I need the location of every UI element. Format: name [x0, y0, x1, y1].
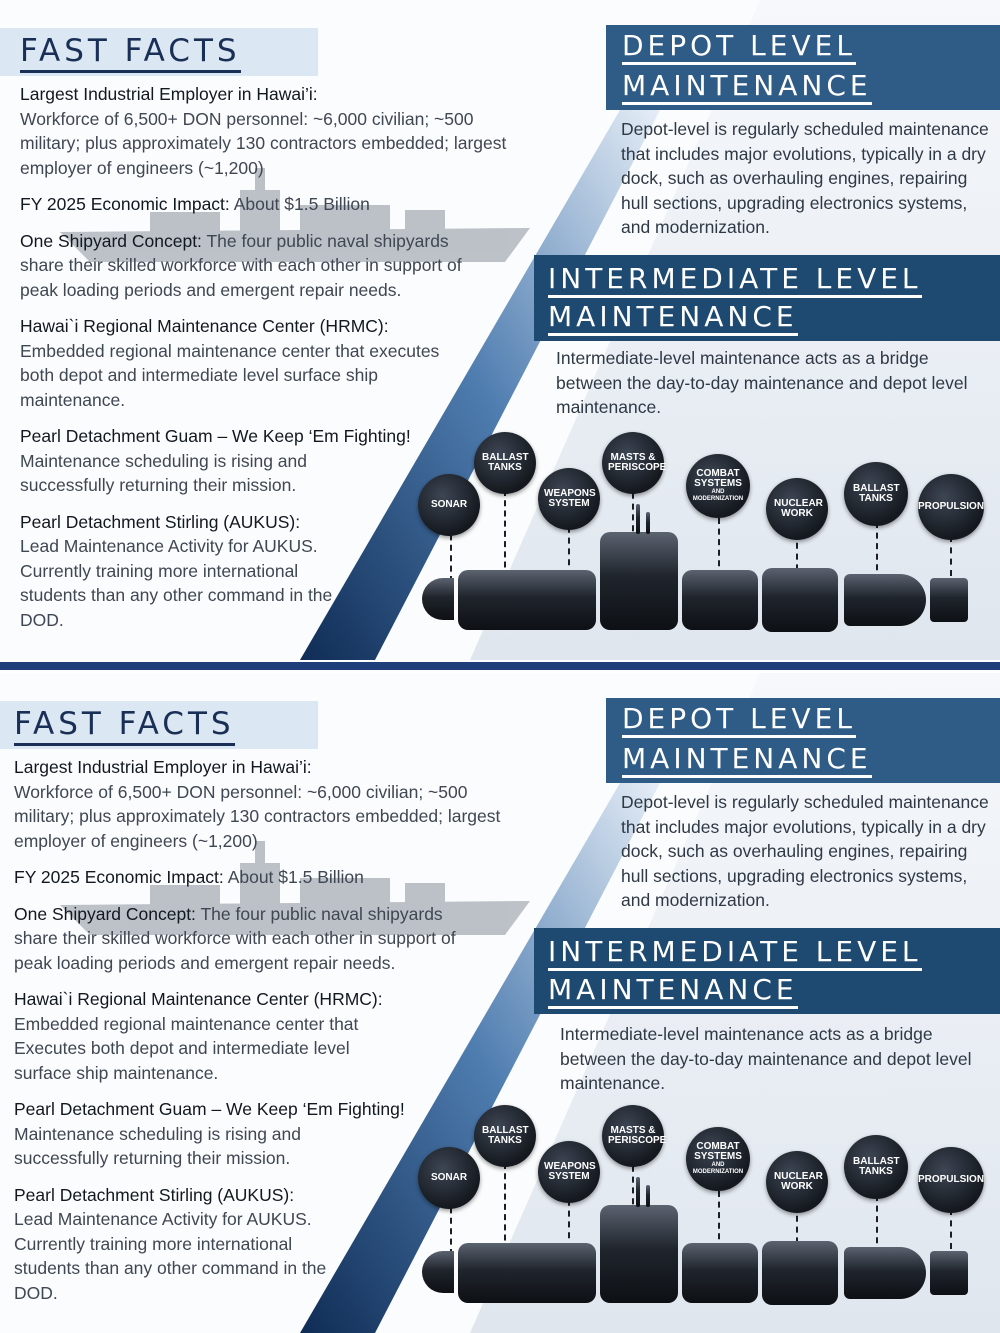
fact-body: Workforce of 6,500+ DON personnel: ~6,000 civilian; ~500 military; plus approximately 130 contractors embedded; largest employer of engineers (~1,200): [20, 108, 507, 178]
propulsor-section: [930, 1251, 968, 1295]
fast-facts-title: FAST FACTS: [20, 34, 241, 73]
ballast-tanks-label-bubble: BALLAST TANKS: [474, 1105, 536, 1167]
nuclear-reactor-section: [762, 568, 838, 632]
fact-body: Embedded regional maintenance center that Executes both depot and intermediate level surface ship maintenance.: [14, 1013, 359, 1083]
aft-ballast-section: [844, 574, 926, 626]
combat-systems-label-bubble: COMBAT SYSTEMS AND MODERNIZATION: [686, 1127, 750, 1191]
propulsor-section: [930, 578, 968, 622]
combat-systems-section: [682, 570, 758, 630]
fact-heading: One Shipyard Concept:: [20, 230, 202, 251]
fact-body: Workforce of 6,500+ DON personnel: ~6,000 civilian; ~500 military; plus approximately 130 contractors embedded; largest employer of engineers (~1,200): [14, 781, 501, 851]
fact-heading: Pearl Detachment Guam – We Keep ‘Em Fighting!: [14, 1099, 405, 1119]
sonar-dome-section: [422, 1251, 454, 1293]
ballast-tanks-section: [458, 1243, 596, 1303]
fact-one-shipyard: [20, 229, 480, 303]
fact-heading: Largest Industrial Employer in Hawai’i:: [20, 84, 318, 104]
leader-line: [950, 1209, 952, 1249]
fact-heading: FY 2025 Economic Impact:: [20, 194, 230, 214]
depot-title-line1: DEPOT LEVEL: [622, 701, 856, 737]
periscope-mast: [636, 1177, 640, 1207]
periscope-mast: [646, 512, 650, 534]
nuclear-reactor-section: [762, 1241, 838, 1305]
fact-one-shipyard: [14, 902, 474, 976]
sail-section: [600, 1205, 678, 1303]
sail-section: [600, 532, 678, 630]
intermediate-title-line2: MAINTENANCE: [548, 972, 798, 1008]
depot-title-line2: MAINTENANCE: [622, 68, 872, 104]
sonar-dome-section: [422, 578, 454, 620]
fact-heading: One Shipyard Concept:: [14, 903, 196, 924]
combat-systems-section: [682, 1243, 758, 1303]
depot-description: Depot-level is regularly scheduled maintenance that includes major evolutions, typically in a dry dock, such as overhauling engines, repairing hull sections, upgrading electronics systems, and modernization.: [621, 792, 989, 910]
fact-economic-impact: [20, 192, 560, 217]
submarine-diagram: [418, 432, 988, 654]
depot-description: Depot-level is regularly scheduled maintenance that includes major evolutions, typically in a dry dock, such as overhauling engines, repairing hull sections, upgrading electronics systems, and modernization.: [621, 119, 989, 237]
ballast-tanks-aft-label-bubble: BALLAST TANKS: [844, 462, 908, 526]
ballast-tanks-section: [458, 570, 596, 630]
fact-body: About $1.5 Billion: [233, 194, 370, 214]
flyer-panel-bottom: [0, 673, 1000, 1333]
ballast-tanks-label-bubble: BALLAST TANKS: [474, 432, 536, 494]
fact-heading: FY 2025 Economic Impact:: [14, 867, 224, 887]
masts-periscope-label-bubble: MASTS & PERISCOPE: [602, 1105, 664, 1167]
submarine-diagram: [418, 1105, 988, 1327]
fact-body: Lead Maintenance Activity for AUKUS. Currently training more international students than any other command in the DOD.: [14, 1209, 327, 1303]
fact-body: Maintenance scheduling is rising and successfully returning their mission.: [14, 1123, 301, 1168]
aft-ballast-section: [844, 1247, 926, 1299]
fact-employer: [14, 755, 554, 853]
fact-heading: Hawai`i Regional Maintenance Center (HRMC):: [14, 989, 383, 1009]
propulsion-label-bubble: PROPULSION: [918, 1147, 984, 1213]
fact-body: The four public naval shipyards share their skilled workforce with each other in support of peak loading periods and emergent repair needs.: [14, 903, 456, 973]
fact-heading: Largest Industrial Employer in Hawai’i:: [14, 757, 312, 777]
weapons-system-label-bubble: WEAPONS SYSTEM: [538, 1141, 600, 1203]
sonar-label-bubble: SONAR: [418, 474, 480, 536]
fact-body: Lead Maintenance Activity for AUKUS. Currently training more international students than any other command in the DOD.: [20, 536, 333, 630]
depot-title-line1: DEPOT LEVEL: [622, 28, 856, 64]
propulsion-label-bubble: PROPULSION: [918, 474, 984, 540]
fact-heading: Hawai`i Regional Maintenance Center (HRMC):: [20, 316, 389, 336]
intermediate-title-line2: MAINTENANCE: [548, 299, 798, 335]
nuclear-work-label-bubble: NUCLEAR WORK: [766, 478, 828, 540]
intermediate-title-line1: INTERMEDIATE LEVEL: [548, 934, 922, 970]
intermediate-description: Intermediate-level maintenance acts as a bridge between the day-to-day maintenance and depot level maintenance.: [560, 1024, 972, 1093]
depot-title-line2: MAINTENANCE: [622, 741, 872, 777]
nuclear-work-label-bubble: NUCLEAR WORK: [766, 1151, 828, 1213]
periscope-mast: [646, 1185, 650, 1207]
fact-body: Embedded regional maintenance center that executes both depot and intermediate level surface ship maintenance.: [20, 340, 440, 410]
fact-body: About $1.5 Billion: [227, 867, 364, 887]
fact-hrmc: [20, 314, 560, 412]
fast-facts-title: FAST FACTS: [14, 707, 235, 746]
ballast-tanks-aft-label-bubble: BALLAST TANKS: [844, 1135, 908, 1199]
sonar-label-bubble: SONAR: [418, 1147, 480, 1209]
fact-heading: Pearl Detachment Guam – We Keep ‘Em Fighting!: [20, 426, 411, 446]
fact-body: Maintenance scheduling is rising and successfully returning their mission.: [20, 450, 307, 495]
periscope-mast: [636, 504, 640, 534]
fact-heading: Pearl Detachment Stirling (AUKUS):: [20, 511, 301, 532]
section-divider-line: [0, 662, 1000, 670]
combat-systems-label-bubble: COMBAT SYSTEMS AND MODERNIZATION: [686, 454, 750, 518]
intermediate-description: Intermediate-level maintenance acts as a bridge between the day-to-day maintenance and depot level maintenance.: [556, 348, 968, 417]
fact-employer: [20, 82, 560, 180]
flyer-panel-top: [0, 0, 1000, 660]
masts-periscope-label-bubble: MASTS & PERISCOPE: [602, 432, 664, 494]
fact-heading: Pearl Detachment Stirling (AUKUS):: [14, 1184, 295, 1205]
weapons-system-label-bubble: WEAPONS SYSTEM: [538, 468, 600, 530]
fact-hrmc: [14, 987, 554, 1085]
fact-economic-impact: [14, 865, 554, 890]
leader-line: [950, 536, 952, 576]
fact-body: The four public naval shipyards share their skilled workforce with each other in support of peak loading periods and emergent repair needs.: [20, 230, 462, 300]
intermediate-title-line1: INTERMEDIATE LEVEL: [548, 261, 922, 297]
